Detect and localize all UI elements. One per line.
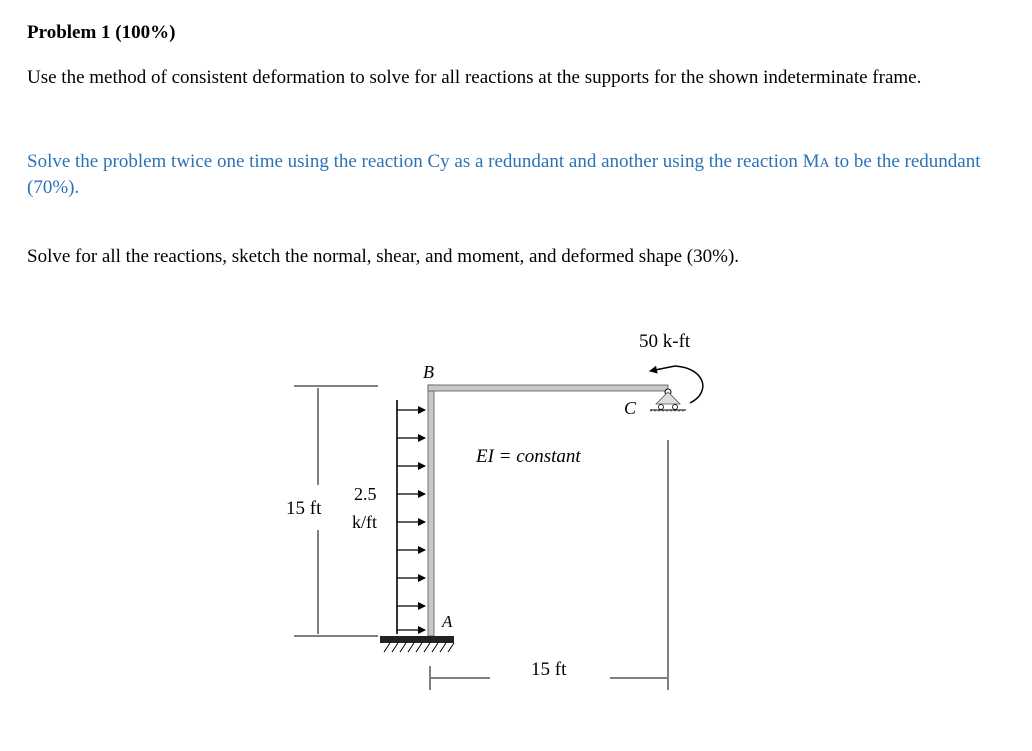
moment-label: 50 k-ft <box>639 331 691 352</box>
load-unit-label: k/ft <box>352 512 377 532</box>
stiffness-label: EI = constant <box>476 446 581 467</box>
frame-column-ab <box>428 385 434 636</box>
distributed-load <box>397 400 425 634</box>
instruction-text: Solve the problem twice one time using the reaction Cy as a redundant and another using the reaction M <box>27 151 820 172</box>
applied-moment <box>650 366 703 403</box>
height-label: 15 ft <box>286 498 322 519</box>
instruction-text-end: to be the redundant (70%). <box>27 151 981 198</box>
load-value-label: 2.5 <box>354 484 377 504</box>
span-dimension <box>430 440 668 690</box>
frame-beam-bc <box>428 385 668 391</box>
support-label-a: A <box>442 612 453 631</box>
problem-heading: Problem 1 (100%) <box>27 22 176 43</box>
solution-requirements: Solve for all the reactions, sketch the normal, shear, and moment, and deformed shape (30%). <box>27 246 740 267</box>
joint-label-b: B <box>423 362 434 382</box>
span-label: 15 ft <box>531 659 567 680</box>
roller-support-c <box>650 389 686 411</box>
support-label-c: C <box>624 398 637 418</box>
fixed-support-a <box>380 636 454 652</box>
instruction-subscript: A <box>819 156 830 171</box>
problem-statement: Use the method of consistent deformation to solve for all reactions at the supports for the shown indeterminate frame. <box>27 67 922 88</box>
